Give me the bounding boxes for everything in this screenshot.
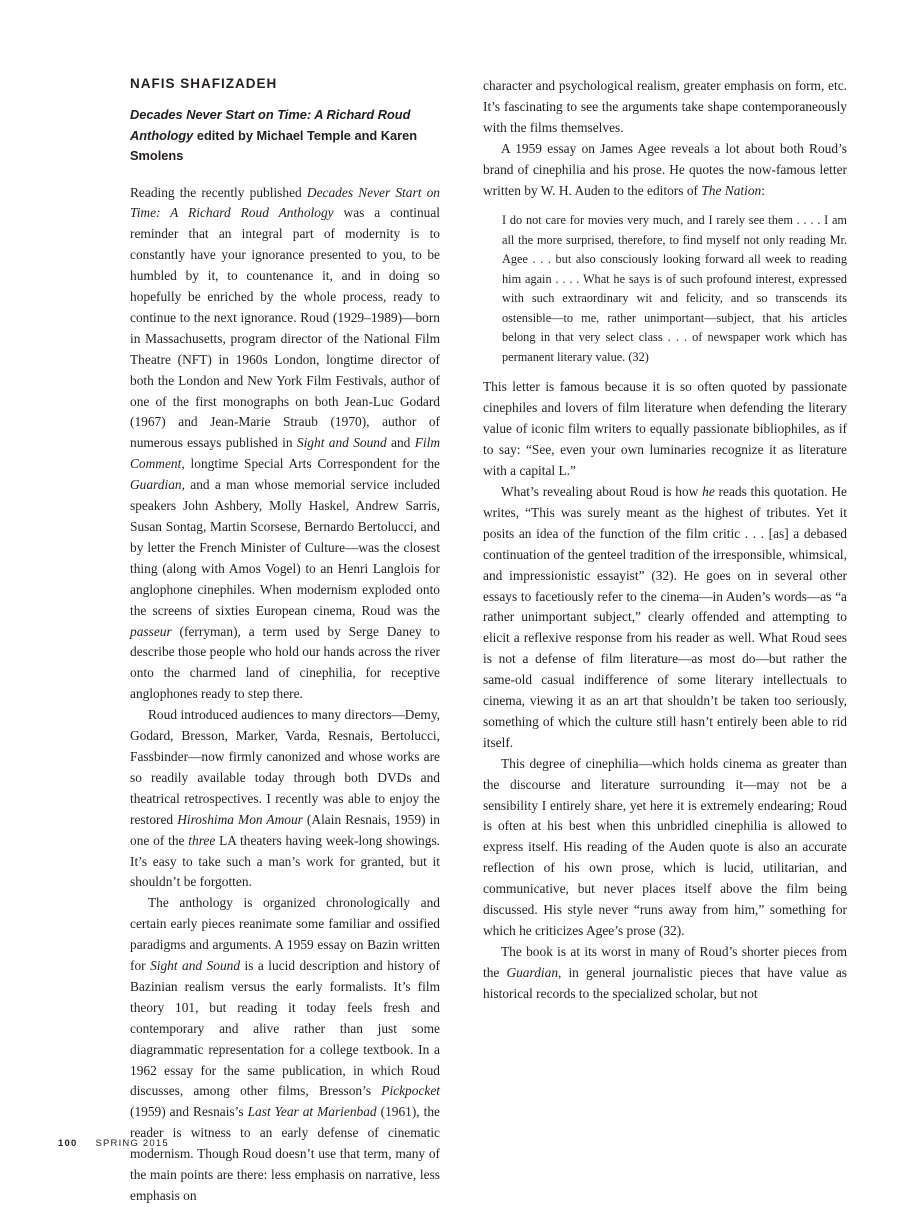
reviewer-name: NAFIS SHAFIZADEH [130, 76, 278, 91]
paragraph [130, 705, 440, 893]
text-run: LA theaters having week-long showings. It’s easy to take such a man’s work for granted, but it shouldn’t be forgotten. [130, 832, 441, 890]
italic-text: Last Year at Marienbad [247, 1104, 377, 1120]
text-run: (ferryman), a term used by Serge Daney to describe those people who hold our hands across the river onto the charmed land of cinephilia, for receptive anglophones ready to step there. [130, 623, 440, 702]
text-run: , and a man whose memorial service included speakers John Ashbery, Molly Haskel, Andrew Sarris, Susan Sontag, Martin Scorsese, Bernardo Bertolucci, and by letter the French Minister of Culture—was the closest thing (along with Amos Vogel) to an Henri Langlois for anglophone cinephiles. When modernism exploded onto the screens of sixties European cinema, Roud was the [130, 477, 440, 618]
paragraph [483, 377, 847, 482]
paragraph [483, 482, 847, 754]
issue-label: SPRING 2015 [95, 1138, 169, 1149]
text-run: is a lucid description and history of Bazinian realism versus the early formalists. It’s film theory 101, but reading it today feels fresh and contemporary and alive rather than just some diagrammatic representation for a college textbook. In a 1962 essay for the same publication, in which Roud discusses, among other films, Bresson’s [130, 958, 440, 1099]
left-column [130, 76, 440, 1207]
italic-text: Decades Never Start on Time: A Richard Roud Anthology [130, 184, 440, 221]
text-run: and [386, 435, 415, 451]
text-run: character and psychological realism, greater emphasis on form, etc. It’s fascinating to see the arguments take shape contemporaneously with the films themselves. [483, 78, 847, 135]
page-footer [58, 1138, 169, 1149]
review-heading [130, 105, 440, 167]
text-run: This letter is famous because it is so often quoted by passionate cinephiles and lovers of film literature when defending the literary value of iconic film writers to equally passionate bibliophiles, as if to say: “See, even your own luminaries recognize it as literature with a capital L.” [483, 379, 847, 479]
text-run: was a continual reminder that an integral part of modernity is to constantly have your ignorance presented to you, to be humbled by it, to countenance it, and in doing so hopefully be enriched by the whole process, ready to continue to the next ignorance. Roud (1929–1989)—born in Massachusetts, program director of the National Film Theatre (NFT) in 1960s London, longtime director of both the London and New York Film Festivals, author of one of the first monographs on both Jean-Luc Godard (1967) and Jean-Marie Straub (1970), author of numerous essays published in [130, 205, 441, 451]
text-run: reads this quotation. He writes, “This was surely meant as the highest of tributes. Yet it posits an idea of the function of the film critic . . . [as] a debased continuation of the genteel tradition of the irresponsible, whimsical, and impressionistic essayist” (32). He goes on in several other essays to facetiously refer to the cinema—in Auden’s words—as “a rather unimportant subject,” clearly offended and attempting to elicit a reflexive response from his reader as well. What Roud sees is not a defense of film literature—as most do—but rather the same-old casual indifference of some literary intellectuals to cinema, viewing it as an art that shouldn’t be taken too seriously, something of which the culture still hasn’t entirely been able to rid itself. [483, 483, 847, 750]
text-run: , in general journalistic pieces that have value as historical records to the specialized scholar, but not [483, 964, 847, 1001]
italic-text: Film Comment [130, 435, 440, 472]
paragraph [483, 76, 847, 139]
book-editors: edited by Michael Temple and Karen Smolens [130, 127, 418, 163]
italic-text: The Nation [701, 182, 762, 198]
text-run: (1959) and Resnais’s [130, 1104, 248, 1120]
italic-text: Hiroshima Mon Amour [177, 811, 303, 827]
text-run: This degree of cinephilia—which holds cinema as greater than the discourse and literature surrounding it—may not be a sensibility I entirely share, yet here it is extremely endearing; Roud is often at his best when this unbridled cinephilia is allowed to express itself. His reading of the Auden quote is also an accurate reflection of his own prose, which is lucid, utilitarian, and communicative, but never places itself above the film being discussed. His style never “runs away from him,” something for which he criticizes Agee’s prose (32). [483, 755, 847, 938]
text-run: Roud introduced audiences to many directors—Demy, Godard, Bresson, Marker, Varda, Resnais, Bertolucci, Fassbinder—now firmly canonized and whose works are so readily available today through both DVDs and theatrical retrospectives. I recently was able to enjoy the restored [130, 707, 440, 827]
text-run: , longtime Special Arts Correspondent for the [181, 456, 440, 472]
text-run: : [761, 182, 765, 198]
block-quote: I do not care for movies very much, and I rarely see them . . . . I am all the more surprised, therefore, to find myself not only reading Mr. Agee . . . but also consciously looking forward all week to reading him again . . . . What he says is of such profound interest, expressed with such extraordinary wit and felicity, and so transcends its ostensible—to me, rather unimportant—subject, that his articles belong in that very select class . . . of newspaper work which has permanent literary value. (32) [502, 213, 847, 364]
italic-text: he [702, 483, 715, 499]
paragraph [483, 942, 847, 1005]
right-column [483, 76, 847, 1005]
text-run: What’s revealing about Roud is how [501, 483, 703, 499]
italic-text: Pickpocket [381, 1083, 440, 1099]
text-run: The book is at its worst in many of Roud’s shorter pieces from the [483, 943, 847, 980]
text-run: A 1959 essay on James Agee reveals a lot about both Roud’s brand of cinephilia and his prose. He quotes the now-famous letter written by W. H. Auden to the editors of [483, 140, 847, 198]
paragraph [130, 183, 440, 706]
italic-text: Sight and Sound [150, 958, 241, 974]
italic-text: Guardian [506, 964, 559, 980]
italic-text: three [188, 832, 216, 848]
paragraph [483, 754, 847, 942]
text-run: Reading the recently published [130, 184, 307, 200]
paragraph [130, 893, 440, 1207]
paragraph [483, 139, 847, 202]
text-run: (1961), the reader is witness to an early defense of cinematic modernism. Though Roud doesn’t use that term, many of the main points are there: less emphasis on narrative, less emphasis on [130, 1104, 441, 1203]
text-run: (Alain Resnais, 1959) in one of the [130, 811, 440, 848]
page-number: 100 [58, 1138, 78, 1149]
italic-text: passeur [130, 623, 172, 639]
italic-text: Guardian [130, 477, 182, 493]
book-title: Decades Never Start on Time: A Richard Roud Anthology [130, 107, 411, 143]
italic-text: Sight and Sound [296, 435, 387, 451]
text-run: The anthology is organized chronologically and certain early pieces reanimate some familiar and ossified paradigms and arguments. A 1959 essay on Bazin written for [130, 895, 440, 974]
